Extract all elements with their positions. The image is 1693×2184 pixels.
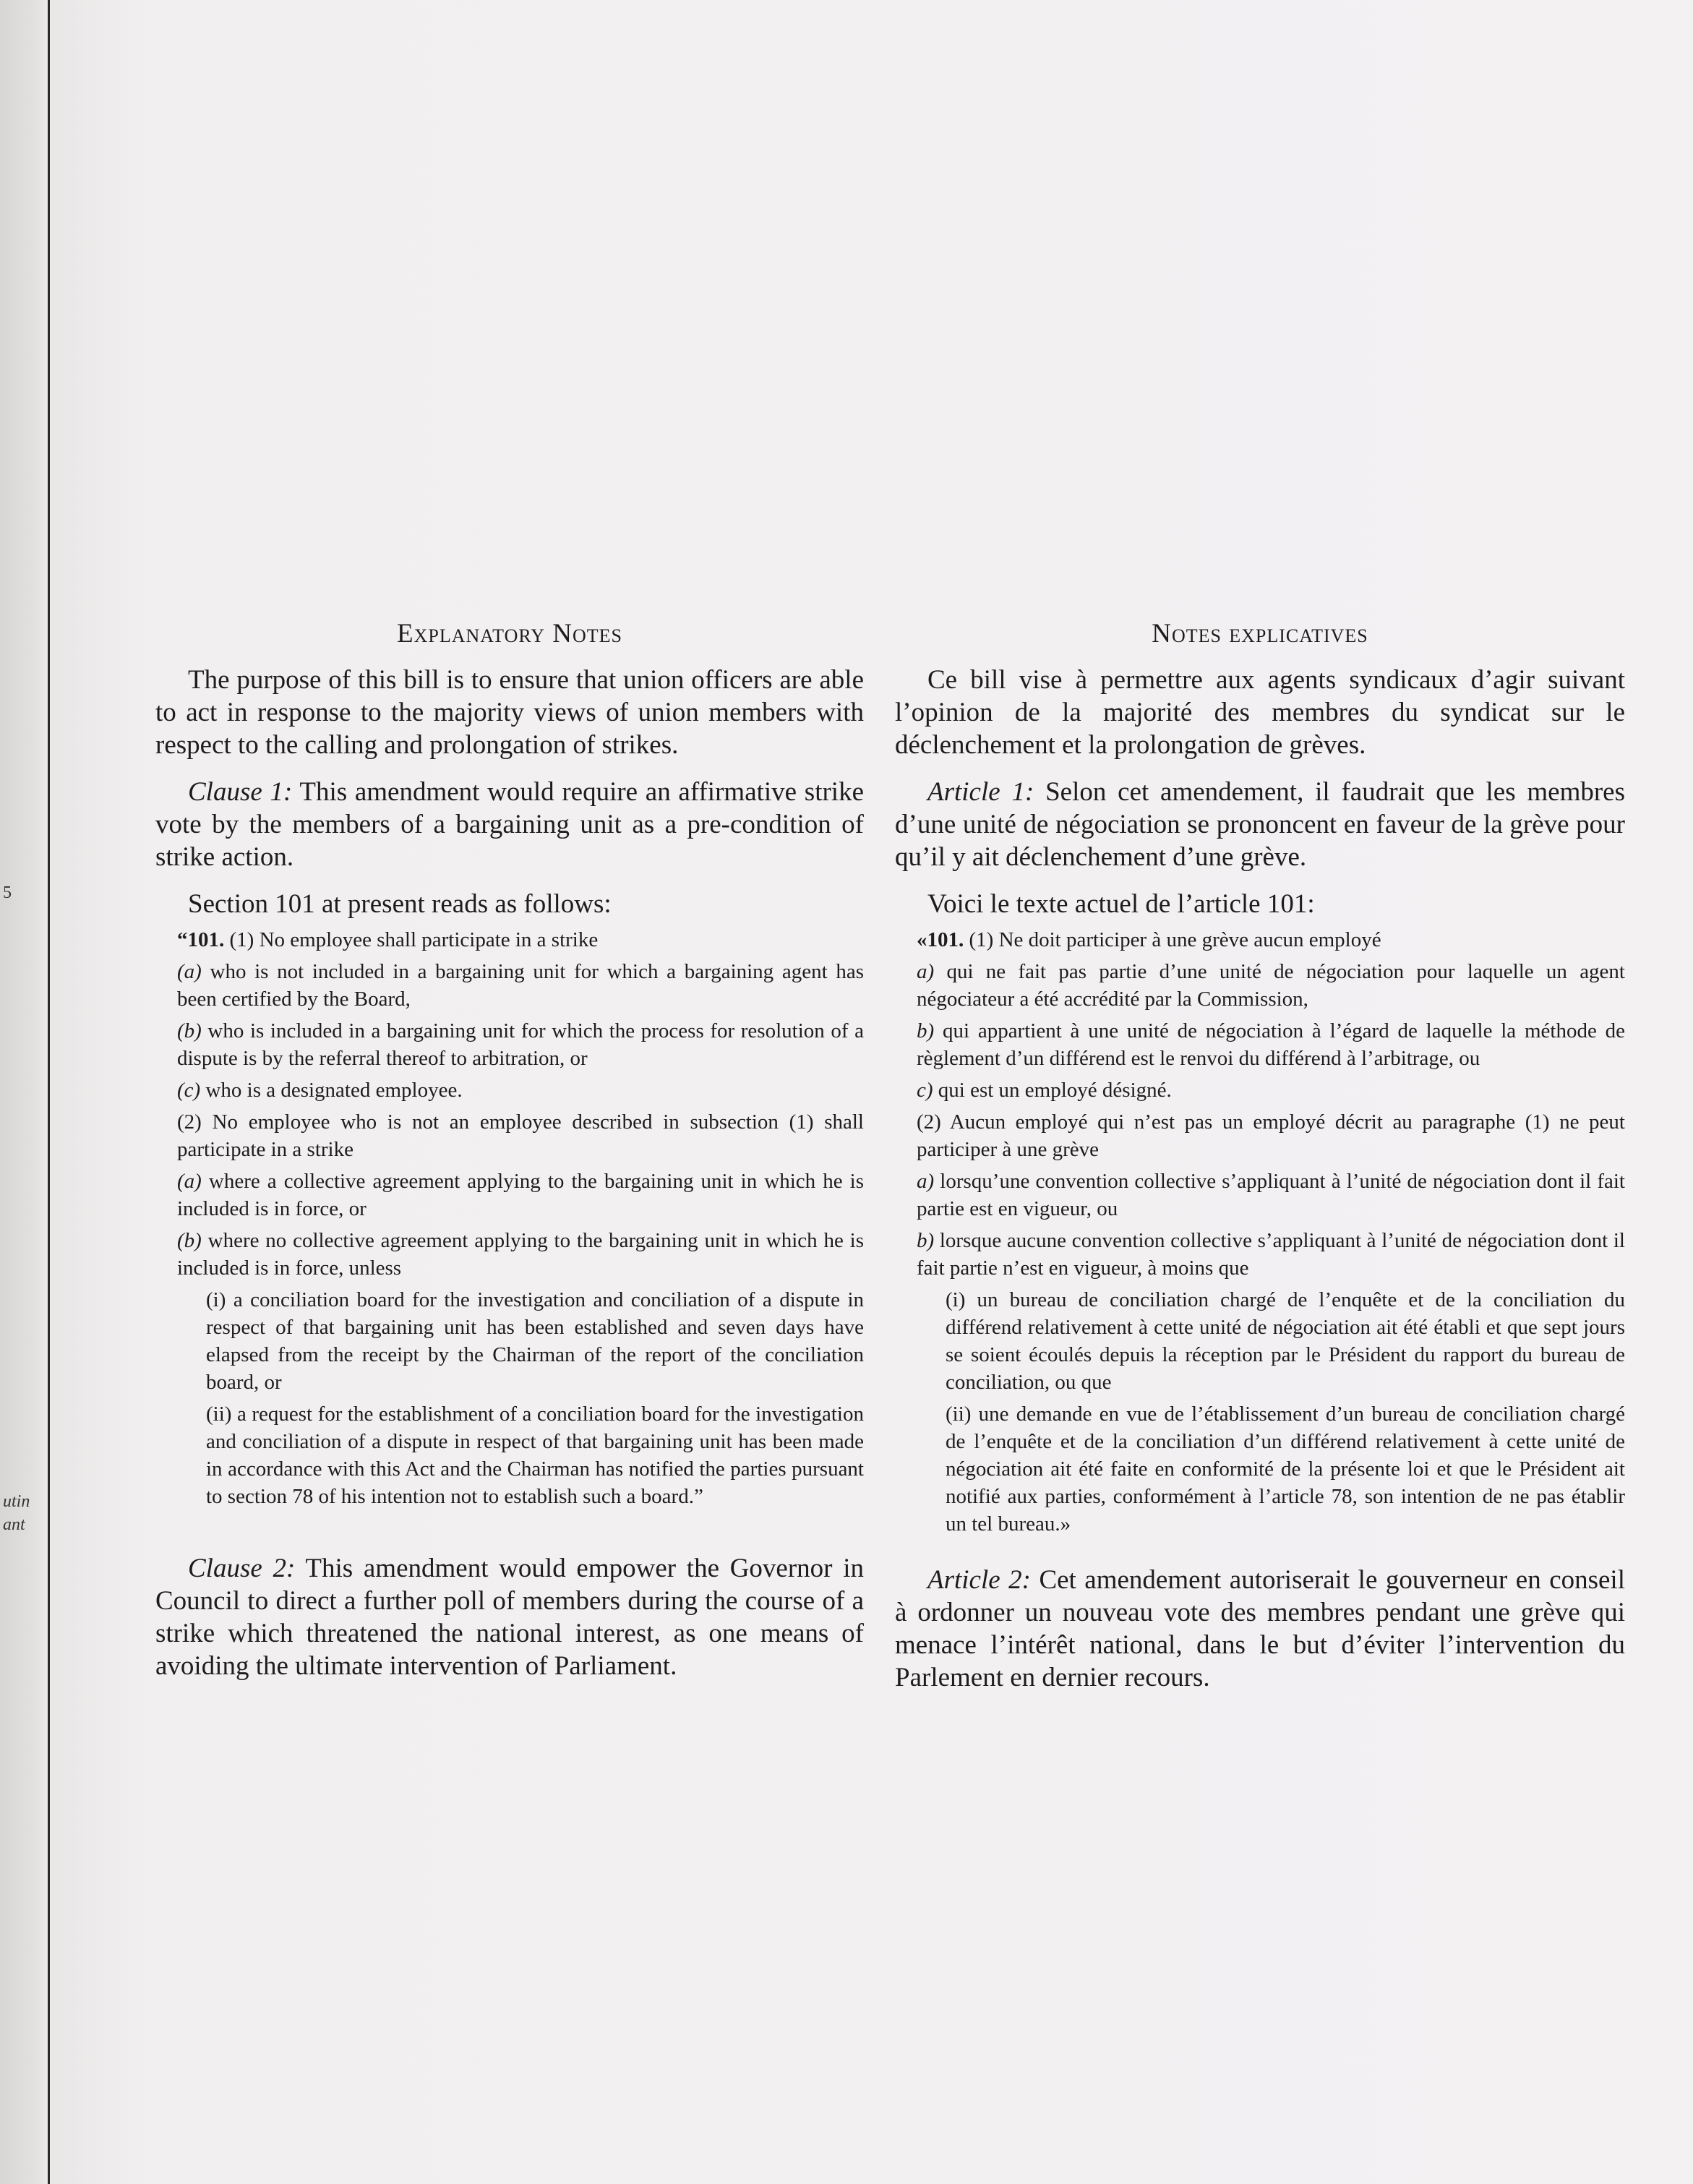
para-text: where no collective agreement applying to the bargaining unit in which he is included is in force, unless <box>177 1229 864 1280</box>
english-column <box>155 618 864 1697</box>
s101-1-text: (1) No employee shall participate in a strike <box>224 928 599 951</box>
s101-1-text: (1) Ne doit participer à une grève aucun employé <box>964 928 1381 951</box>
english-clause2-paragraph <box>155 1552 864 1682</box>
para-text: qui est un employé désigné. <box>933 1079 1172 1102</box>
english-s1b <box>155 1017 864 1072</box>
clause1-label: Clause 1: <box>188 777 293 807</box>
clause2-text: This amendment would empower the Governor in Council to direct a further poll of members during the course of a strike which threatened the national interest, as one means of avoiding the ultimate intervention of Parliament. <box>155 1554 864 1681</box>
clause1-text: This amendment would require an affirmative strike vote by the members of a bargaining unit as a pre-condition of strike action. <box>155 777 864 872</box>
article2-text: Cet amendement autoriserait le gouverneur en conseil à ordonner un nouveau vote des membres pendant une grève qui menace l’intérêt national, dans le but d’éviter l’intervention du Parlement en dernier recours. <box>895 1565 1625 1692</box>
margin-fragment: ant <box>3 1515 25 1534</box>
english-s2a <box>155 1168 864 1222</box>
french-heading: Notes explicatives <box>1152 619 1368 648</box>
para-letter: (a) <box>177 1170 202 1193</box>
margin-fragment: 5 <box>3 883 12 902</box>
para-text: who is included in a bargaining unit for which the process for resolution of a dispute is by the referral thereof to arbitration, or <box>177 1019 864 1070</box>
para-letter: (b) <box>177 1019 202 1042</box>
section-number: «101. <box>917 928 964 951</box>
article2-label: Article 2: <box>927 1565 1031 1595</box>
document-page <box>51 0 1693 2184</box>
margin-fragment: utin <box>3 1492 30 1511</box>
french-s1b <box>895 1017 1625 1072</box>
para-letter: (b) <box>177 1229 202 1252</box>
french-article2-paragraph <box>895 1564 1625 1694</box>
english-s101-1 <box>155 926 864 954</box>
para-letter: (c) <box>177 1079 201 1102</box>
clause2-label: Clause 2: <box>188 1554 296 1583</box>
para-letter: b) <box>917 1019 935 1042</box>
para-letter: a) <box>917 960 935 983</box>
previous-page-edge <box>0 0 46 2184</box>
para-letter: c) <box>917 1079 933 1102</box>
para-text: qui appartient à une unité de négociation à l’égard de laquelle la méthode de règlement d’un différend est le renvoi du différend à l’arbitrage, ou <box>917 1019 1625 1070</box>
french-s2b <box>895 1227 1625 1282</box>
french-s1a <box>895 958 1625 1013</box>
para-text: lorsque aucune convention collective s’appliquant à l’unité de négociation dont il fait partie n’est en vigueur, à moins que <box>917 1229 1625 1280</box>
para-text: who is a designated employee. <box>200 1079 463 1102</box>
english-clause1-paragraph <box>155 776 864 873</box>
french-column <box>895 618 1625 1708</box>
section-number: “101. <box>177 928 225 951</box>
para-letter: b) <box>917 1229 935 1252</box>
article1-label: Article 1: <box>927 777 1034 807</box>
para-letter: (a) <box>177 960 202 983</box>
binding-gutter <box>48 0 50 2184</box>
french-s101-1 <box>895 926 1625 954</box>
english-s2b <box>155 1227 864 1282</box>
french-purpose-paragraph: Ce bill vise à permettre aux agents syndicaux d’agir suivant l’opinion de la majorité des membres du syndicat sur le déclenchement et la prolongation de grèves. <box>895 665 1625 760</box>
french-s2: (2) Aucun employé qui n’est pas un employé décrit au paragraphe (1) ne peut participer à une grève <box>917 1110 1625 1161</box>
french-s2b-ii: (ii) une demande en vue de l’établissement d’un bureau de conciliation chargé de l’enquête et de la conciliation d’un différend relativement à cette unité de négociation ait été faite en conformité de la présente loi et que le Président ait notifié aux parties, conformément à l’article 78, son intention de ne pas établir un tel bureau.» <box>946 1403 1625 1536</box>
english-purpose-paragraph: The purpose of this bill is to ensure that union officers are able to act in response to the majority views of union members with respect to the calling and prolongation of strikes. <box>155 665 864 760</box>
article1-text: Selon cet amendement, il faudrait que les membres d’une unité de négociation se prononcent en faveur de la grève pour qu’il y ait déclenchement d’une grève. <box>895 777 1625 872</box>
english-s2b-ii: (ii) a request for the establishment of a conciliation board for the investigation and conciliation of a dispute in respect of that bargaining unit has been made in accordance with this Act and the Chairman has notified the parties pursuant to section 78 of his intention not to establish such a board.” <box>206 1403 864 1508</box>
para-letter: a) <box>917 1170 935 1193</box>
para-text: qui ne fait pas partie d’une unité de négociation pour laquelle un agent négociateur a été accrédité par la Commission, <box>917 960 1625 1011</box>
para-text: lorsqu’une convention collective s’appliquant à l’unité de négociation dont il fait partie est en vigueur, ou <box>917 1170 1625 1220</box>
french-article1-paragraph <box>895 776 1625 873</box>
english-s2: (2) No employee who is not an employee described in subsection (1) shall participate in a strike <box>177 1110 864 1161</box>
para-text: where a collective agreement applying to the bargaining unit in which he is included is in force, or <box>177 1170 864 1220</box>
french-s1c <box>895 1076 1625 1104</box>
english-section-intro: Section 101 at present reads as follows: <box>188 889 612 919</box>
french-s2a <box>895 1168 1625 1222</box>
french-s2b-i: (i) un bureau de conciliation chargé de l’enquête et de la conciliation du différend relativement à cette unité de négociation ait été établi et que sept jours se soient écoulés depuis la réception par le Président du rapport du bureau de conciliation, ou que <box>946 1288 1625 1394</box>
english-s2b-i: (i) a conciliation board for the investigation and conciliation of a dispute in respect of that bargaining unit has been established and seven days have elapsed from the receipt by the Chairman of the report of the conciliation board, or <box>206 1288 864 1394</box>
english-heading: Explanatory Notes <box>396 619 622 648</box>
french-section-intro: Voici le texte actuel de l’article 101: <box>927 889 1315 919</box>
english-s1a <box>155 958 864 1013</box>
english-s1c <box>155 1076 864 1104</box>
para-text: who is not included in a bargaining unit for which a bargaining agent has been certified by the Board, <box>177 960 864 1011</box>
